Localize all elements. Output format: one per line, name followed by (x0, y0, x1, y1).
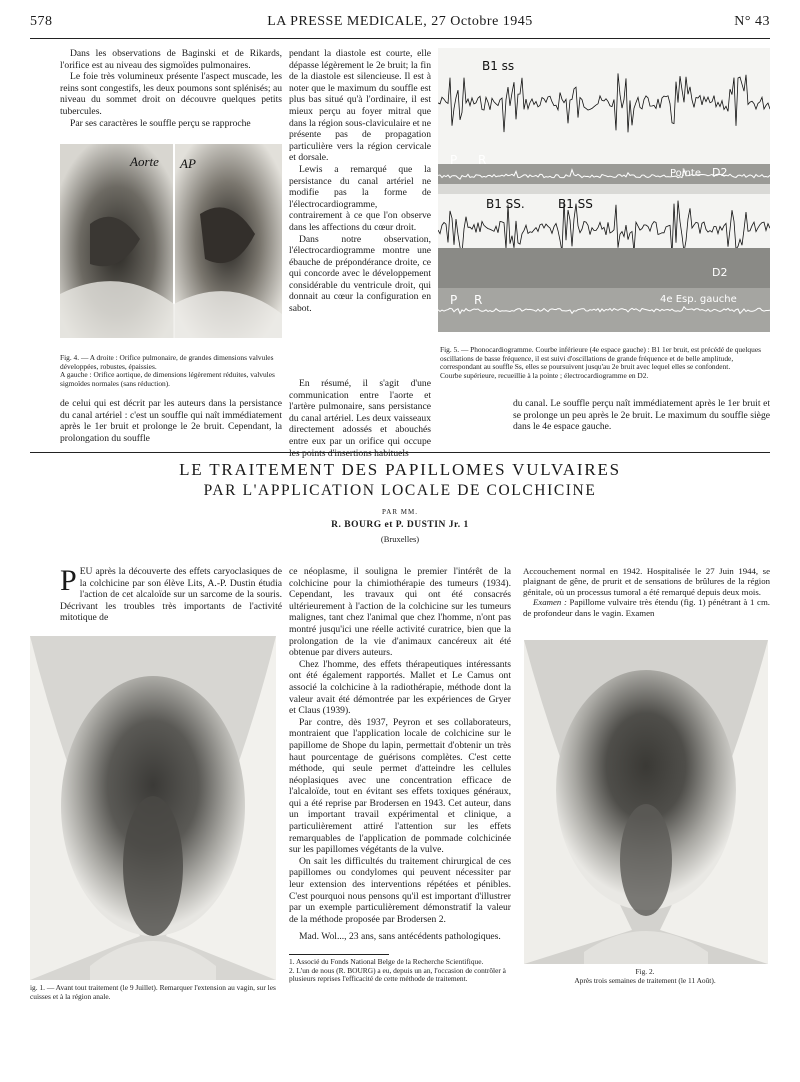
trace-label: Pointe (670, 168, 701, 179)
trace-label: 4e Esp. gauche (660, 294, 737, 305)
article-col3-text (523, 566, 770, 618)
article-city: (Bruxelles) (380, 534, 420, 544)
paragraph: Examen : Papillome vulvaire très étendu (fig. 1) pénétrant à 1 cm. de profondeur dans le vagin. Examen (523, 597, 770, 618)
trace-label: B1 ss (482, 59, 515, 73)
top-col3-bottom (513, 398, 770, 433)
phonocardiogram-traces (438, 48, 770, 332)
header-rule (30, 38, 770, 39)
figure-2-caption: Fig. 2. Après trois semaines de traitement (le 11 Août). (574, 967, 716, 985)
heart-valves-image (60, 144, 282, 338)
article-col2-text (289, 566, 511, 943)
trace-label: R (474, 293, 483, 307)
figure-4-caption: Fig. 4. — A droite : Orifice pulmonaire, de grandes dimensions valvules développées, robustes, épaissies. A gauche : Orifice aortique, de dimensions légèrement réduites, valvules sigmoïdes normales (sans réduction). (60, 353, 275, 388)
footnote: 1. Associé du Fonds National Belge de la Recherche Scientifique. (289, 957, 484, 966)
clinical-photo-after (524, 640, 768, 964)
paragraph: de celui qui est décrit par les auteurs dans la persistance du canal artériel : c'est un souffle qui naît immédiatement après le 1er bruit et prolonge le 2e bruit. Cependant, la prolongation du souffle (60, 398, 282, 444)
top-col1-bottom (60, 398, 282, 444)
paragraph: En résumé, il s'agit d'une communication entre l'aorte et l'artère pulmonaire, sans persistance du canal artériel. Les deux vaisseaux directement adossés et abouchés entre eux par un orifice qui occupe les points d'insertions habituels (289, 378, 431, 459)
trace-label: D2 (712, 266, 728, 279)
clinical-photo-before (30, 636, 276, 980)
figure-label: Aorte (130, 154, 159, 169)
article-authors: R. BOURG et P. DUSTIN Jr. 1 (331, 520, 469, 530)
figure-2-photo (524, 640, 768, 964)
top-col1-text (60, 48, 282, 129)
paragraph: Lewis a remarqué que la persistance du canal artériel ne modifie pas la forme de l'électrocardiogramme, contrairement à ce que l'on observe dans les affections du cœur droit. (289, 163, 431, 233)
paragraph: Mad. Wol..., 23 ans, sans antécédents pathologiques. (299, 931, 501, 943)
byline-par: PAR MM. (382, 508, 418, 516)
trace-label: R (478, 153, 487, 167)
paragraph: On sait les difficultés du traitement chirurgical de ces papillomes ou condylomes qui peuvent nécessiter par leur extension des interventions répétées et pénibles. C'est pourquoi nous pensons qu'il est important d'illustrer par un exemple particulièrement démonstratif la valeur de la méthode proposée par Brodersen 2. (289, 855, 511, 925)
paragraph: Dans notre observation, l'électrocardiogramme montre une ébauche de prépondérance droite, ce qui concorde avec le développement considérable du ventricule droit, qui donnait au cœur la configuration en sabot. (289, 233, 431, 315)
footnotes (289, 958, 511, 984)
trace-label: D2 (712, 166, 728, 179)
figure-1-caption: ig. 1. — Avant tout traitement (le 9 Juillet). Remarquer l'extension au vagin, sur les cuisses et à la région anale. (30, 983, 276, 1001)
figure-label: AP (180, 156, 196, 171)
article-title-line2: PAR L'APPLICATION LOCALE DE COLCHICINE (203, 482, 597, 499)
figure-5-phonocardiogram (438, 48, 770, 332)
trace-label: P (450, 293, 458, 307)
page-header (30, 14, 770, 36)
paragraph: ce néoplasme, il souligna le premier l'intérêt de la colchicine pour la chimiothérapie des tumeurs (1934). Cependant, les travaux qui ont été consacrés ultérieurement à l'action de la colchicine sur les tumeurs malignes, tant chez l'animal que chez l'homme, n'ont pas montré jusqu'ici une réelle activité curatrice, bien que la prolongation de la vie d'animaux cancéreux ait été obtenue par divers auteurs. (289, 566, 511, 659)
page-number: 578 (30, 14, 53, 29)
trace-label: B1 SS. (486, 197, 525, 211)
figure-4-photo (60, 144, 282, 338)
paragraph: Accouchement normal en 1942. Hospitalisée le 27 Juin 1944, se plaignant de gêne, de prurit et de sensations de brûlures de la région génitale, où un processus tumoral a été remarqué depuis deux mois. (523, 566, 770, 597)
trace-label: B1 SS (558, 197, 593, 211)
drop-cap: P (60, 564, 77, 597)
figure-5-caption: Fig. 5. — Phonocardiogramme. Courbe inférieure (4e espace gauche) : B1 1er bruit, est précédé de quelques oscillations de basse fréquence, il est suivi d'oscillations de grande fréquence et de belle amplitude, correspondant au souffle Ss, elles se poursuivent jusqu'au 2e bruit avec lequel elles se confondent. Courbe supérieure, recueillie à la pointe ; électrocardiogramme en D2. (440, 345, 761, 380)
paragraph: du canal. Le souffle perçu naît immédiatement après le 1er bruit et se prolonge un peu après le 2e bruit. Le maximum du souffle siège dans le 4e espace gauche. (513, 398, 770, 433)
footnote-rule (289, 954, 389, 955)
paragraph: Par contre, dès 1937, Peyron et ses collaborateurs, montraient que l'application locale de colchicine sur le papillome de Shope du lapin, permettait d'obtenir un très haut pourcentage de guérisons complètes. C'est cette méthode, qui seule permet d'atteindre les cellules néoplasiques avec une concentration efficace de l'alcaloïde, tout en évitant ses effets toxiques généraux, qui a été reprise par Brodersen en 1943. Cet auteur, dans un important travail expérimental et clinique, a particulièrement attiré l'attention sur les effets remarquables de l'application de pommade colchicinée sur les papillomes végétants de la vulve. (289, 716, 511, 856)
figure-1-photo (30, 636, 276, 980)
footnote: 2. L'un de nous (R. BOURG) a eu, depuis un an, l'occasion de contrôler à plusieurs reprises l'efficacité de cette méthode de traitement. (289, 965, 506, 984)
issue-number: N° 43 (734, 14, 770, 29)
paragraph: Chez l'homme, des effets thérapeutiques intéressants ont été également rapportés. Mallet et Le Camus ont associé la colchicine à la radiothérapie, méthode dont la valeur avait été démontrée par les expériences de Gryer et Claus (1939). (289, 658, 511, 717)
paragraph: Dans les observations de Baginski et de Rikards, l'orifice est au niveau des sigmoïdes pulmonaires. (60, 48, 282, 71)
article-title-line1: LE TRAITEMENT DES PAPILLOMES VULVAIRES (179, 460, 621, 479)
paragraph: Le foie très volumineux présente l'aspect muscade, les reins sont congestifs, les deux poumons sont splénisés; au niveau du sommet droit on découvre quelques petits tubercules. (60, 71, 282, 117)
section-rule (30, 452, 770, 453)
paragraph: pendant la diastole est courte, elle dépasse légèrement le 2e bruit; la fin de la diastole est silencieuse. Il est à noter que le maximum du souffle est plus bas situé qu'à l'ordinaire, il est mieux perçu au foyer mitral que dans la région sous-claviculaire et ne présente pas de propagation particulière vers la région cervicale et dorsale. (289, 48, 431, 164)
trace-label: P (450, 153, 458, 167)
article-col1-text: PEU après la découverte des effets caryoclasiques de la colchicine par son élève Lits, A.-P. Dustin étudia l'action de cet alcaloïde sur un sarcome de la souris. Décrivant les troubles très importants de l'activité mitotique de (60, 564, 282, 624)
top-col2-continued (289, 378, 431, 459)
journal-title: LA PRESSE MEDICALE, 27 Octobre 1945 (267, 14, 533, 29)
top-col2-text (289, 48, 431, 315)
paragraph: Par ses caractères le souffle perçu se rapproche (70, 117, 251, 129)
